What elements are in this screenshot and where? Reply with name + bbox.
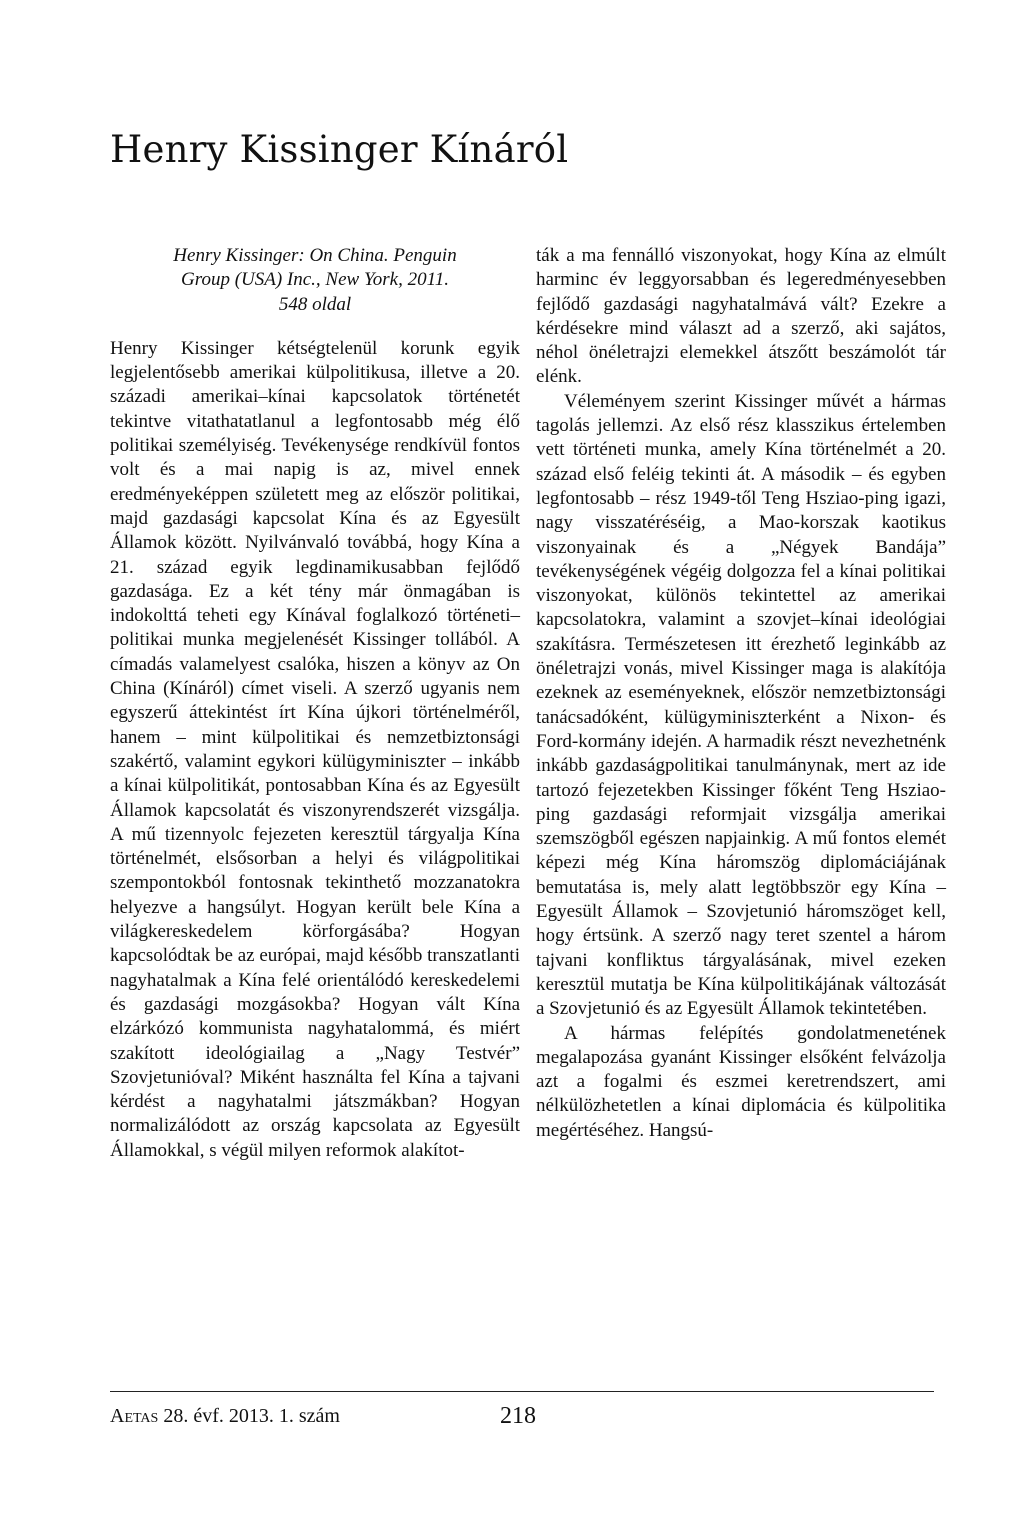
- page-number: 218: [500, 1403, 536, 1429]
- body-paragraph-3: Véleményem szerint Kissinger művét a hármas tagolás jellemzi. Az első rész klasszikus értelemben vett történeti munka, amely Kína történelmét a 20. század első feléig tekinti át. A második – és egyben legfontosabb – rész 1949-től Teng Hsziao-ping igazi, nagy visszatéréséig, a Mao-korszak kaotikus viszonyainak és a „Négyek Bandája” tevékenységének végéig dolgozza fel a kínai politikai viszonyokat, különös tekintettel az amerikai kapcsolatokra, valamint a szovjet–kínai ideológiai szakításra. Természetesen itt érezhető leginkább az önéletrajzi vonás, mivel Kissinger maga is alakítója ezeknek az eseményeknek, először nemzetbiztonsági tanácsadóként, külügyminiszterként a Nixon- és Ford-kormány idején. A harmadik részt nevezhetnénk inkább gazdaságpolitikai tanulmánynak, mert az ide tartozó fejezetekben Kissinger főként Teng Hsziao-ping gazdasági reformjait vizsgálja amerikai szemszögből egészen napjainkig. A mű fontos elemét képezi még Kína háromszög diplomáciájának bemutatása is, mely alatt legtöbbször egy Kína – Egyesült Államok – Szovjetunió háromszöget kell, hogy értsünk. A szerző nagy teret szentel a három tajvani konfliktus tárgyalásának, mivel ezeken keresztül mutatja be Kína külpolitikájának változását a Szovjetunió és az Egyesült Államok tekintetében.: [536, 390, 946, 1020]
- journal-footer: [110, 1405, 340, 1428]
- book-reference: [110, 244, 520, 317]
- reference-line-3: 548 oldal: [278, 293, 352, 315]
- journal-name: Aetas: [110, 1405, 159, 1427]
- body-paragraph-2: ták a ma fennálló viszonyokat, hogy Kína az elmúlt harminc év leggyorsabban és legeredményesebben fejlődő gazdasági nagyhatalmává vált? Ezekre a kérdésekre mind választ ad a szerző, aki sajátos, néhol önéletrajzi elemekkel átszőtt beszámolót tár elénk.: [536, 245, 946, 388]
- body-paragraph-4: A hármas felépítés gondolatmenetének megalapozása gyanánt Kissinger elsőként felvázolja azt a fogalmi és eszmei keretrendszert, ami nélkülözhetetlen a kínai diplomácia és külpolitika megértéséhez. Hangsú-: [536, 1022, 946, 1141]
- reference-line-2: Group (USA) Inc., New York, 2011.: [181, 269, 449, 291]
- left-column: [110, 244, 520, 1163]
- article-title: Henry Kissinger Kínáról: [110, 128, 569, 171]
- body-paragraph-1: Henry Kissinger kétségtelenül korunk egyik legjelentősebb amerikai külpolitikusa, illetve a 20. századi amerikai–kínai kapcsolatok történetét tekintve vitathatatlanul a legfontosabb még élő politikai személyiség. Tevékenysége rendkívül fontos volt és a mai napig is az, mivel ennek eredményeképpen született meg az először politikai, majd gazdasági kapcsolat Kína és az Egyesült Államok között. Nyilvánvaló továbbá, hogy Kína a 21. század egyik legdinamikusabban fejlődő gazdasága. Ez a két tény már önmagában is indokolttá teheti egy Kínával foglalkozó történeti–politikai munka megjelenését Kissinger tollából. A címadás valamelyest csalóka, hiszen a könyv az On China (Kínáról) címet viseli. A szerző ugyanis nem egyszerű áttekintést írt Kína újkori történelméről, hanem – mint külpolitikai és nemzetbiztonsági szakértő, valamint egykori külügyminiszter – inkább a kínai külpolitikát, pontosabban Kína és az Egyesült Államok kapcsolatát és viszonyrendszerét vizsgálja. A mű tizennyolc fejezeten keresztül tárgyalja Kína történelmét, elsősorban a helyi és világpolitikai szempontokból fontosnak tekinthető mozzanatokra helyezve a hangsúlyt. Hogyan került bele Kína a világkereskedelem körforgásába? Hogyan kapcsolódtak be az európai, majd később transzatlanti nagyhatalmak a Kína felé orientálódó kereskedelemi és gazdasági mozgásokba? Hogyan vált Kína elzárkózó kommunista nagyhatalommá, és miért szakított ideológiailag a „Nagy Testvér” Szovjetunióval? Miként használta fel Kína a tajvani kérdést a nagyhatalmi játszmákban? Hogyan normalizálódott az ország kapcsolata az Egyesült Államokkal, s végül milyen reformok alakítot-: [110, 337, 520, 1161]
- right-column: [536, 244, 946, 1143]
- journal-issue: 28. évf. 2013. 1. szám: [163, 1405, 340, 1427]
- reference-line-1: Henry Kissinger: On China. Penguin: [173, 245, 457, 266]
- footer-divider: [110, 1391, 934, 1392]
